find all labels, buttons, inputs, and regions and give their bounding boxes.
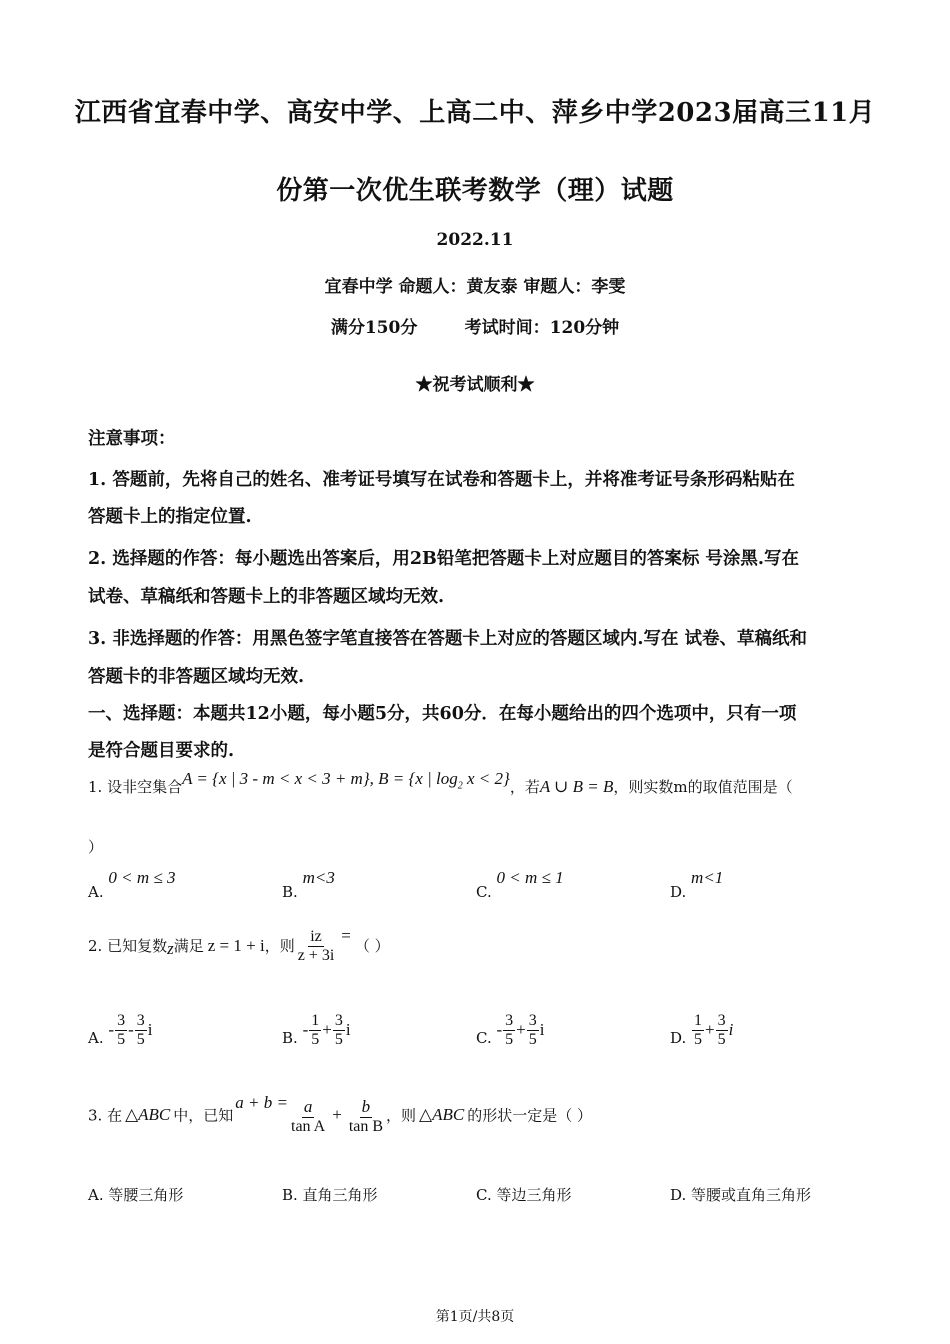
q2-prefix: 2. 已知复数 <box>88 936 168 955</box>
q3-triangle-2: △ABC <box>419 1105 465 1125</box>
page-number: 第1页/共8页 <box>435 1309 515 1325</box>
q1-prefix: 1. 设非空集合 <box>88 778 183 796</box>
q2-fraction <box>296 928 337 966</box>
q2-option-d-den2: 5 <box>717 1031 726 1049</box>
q1-option-c-expr: 0 < m ≤ 1 <box>496 868 564 887</box>
q2-option-d-unit: i <box>728 1019 734 1039</box>
q3-frac1-den: tan A <box>291 1117 326 1135</box>
q2-option-b-frac2 <box>333 1012 345 1050</box>
q2-option-d <box>670 1012 733 1050</box>
q2-paren: （ ） <box>354 936 390 955</box>
q2-option-a-num2: 3 <box>135 1012 147 1031</box>
q1-option-d <box>670 868 724 901</box>
q1-set-b-tail: x < 2} <box>462 769 510 788</box>
q3-option-c: C. 等边三角形 <box>476 1186 572 1204</box>
q2-option-c-sign2: + <box>516 1019 526 1039</box>
q3-suffix: 的形状一定是（ ） <box>467 1106 593 1125</box>
q1-option-a-label: A. <box>88 883 104 901</box>
notice-item1-line2: 答题卡上的指定位置. <box>88 507 252 527</box>
q2-option-c-unit: i <box>539 1019 545 1039</box>
q1-log-base: 2 <box>457 780 463 792</box>
q1-option-a-expr: 0 < m ≤ 3 <box>108 868 176 887</box>
section1-line2: 是符合题目要求的. <box>88 741 235 761</box>
q1-set-a <box>182 769 510 792</box>
q2-option-b-sign2: + <box>322 1019 332 1039</box>
notice-item2-line1: 2. 选择题的作答：每小题选出答案后，用2B铅笔把答题卡上对应题目的答案标 号涂黑.写在 <box>88 549 800 569</box>
q2-option-d-den1: 5 <box>694 1031 703 1049</box>
q1-set-a-text: A = {x | 3 - m < x < 3 + m}, B = {x | log <box>182 769 458 788</box>
q2-option-a-den1: 5 <box>117 1031 126 1049</box>
q1-option-b-label: B. <box>282 883 298 901</box>
q2-fraction-numerator: iz <box>308 928 324 947</box>
q2-option-c-num1: 3 <box>503 1012 515 1031</box>
section1-line1: 一、选择题：本题共12小题，每小题5分，共60分．在每小题给出的四个选项中，只有一项 <box>88 704 797 724</box>
q2-option-b-unit: i <box>345 1019 351 1039</box>
q2-option-a-sign1: - <box>108 1019 115 1039</box>
q2-option-c-frac1 <box>503 1012 515 1050</box>
q1-close: ） <box>88 838 104 856</box>
notice-item2-line2: 试卷、草稿纸和答题卡上的非答题区域均无效. <box>88 587 445 607</box>
q1-mid: ，若 <box>509 778 540 796</box>
q1-option-d-label: D. <box>670 883 687 901</box>
q2-option-d-label: D. <box>670 1028 687 1047</box>
q2-option-b-den1: 5 <box>311 1031 320 1049</box>
exam-title-line1: 江西省宜春中学、高安中学、上高二中、萍乡中学2023届高三11月 <box>74 98 876 128</box>
q2-equals: = <box>341 925 351 945</box>
q2-option-a-frac1 <box>115 1012 127 1050</box>
notice-item3-line2: 答题卡的非答题区域均无效. <box>88 667 305 687</box>
q3-frac2 <box>347 1097 385 1136</box>
q1-option-c <box>476 868 564 901</box>
q3-prefix: 3. 在 <box>88 1106 123 1125</box>
q3-triangle: △ABC <box>125 1105 171 1125</box>
q2-option-c-label: C. <box>476 1028 492 1047</box>
q3-lhs: a + b = <box>235 1093 288 1113</box>
q2-fraction-denominator: z + 3i <box>297 947 335 965</box>
q2-option-d-frac1 <box>692 1012 704 1050</box>
q1-option-a <box>88 868 176 901</box>
q2-option-b-label: B. <box>282 1028 298 1047</box>
q3-frac2-num: b <box>361 1097 371 1116</box>
q3-option-a: A. 等腰三角形 <box>88 1186 184 1204</box>
q2-option-b-sign1: - <box>302 1019 309 1039</box>
q2-then: ，则 <box>264 936 295 955</box>
exam-authors: 宜春中学 命题人：黄友泰 审题人：李雯 <box>324 277 626 297</box>
q3-then: ，则 <box>386 1106 417 1125</box>
q1-option-b <box>282 868 335 901</box>
q2-option-c-num2: 3 <box>527 1012 539 1031</box>
q2-option-c-frac2 <box>527 1012 539 1050</box>
q3-mid: 中，已知 <box>173 1106 234 1125</box>
q2-option-c-den1: 5 <box>505 1031 514 1049</box>
q2-option-a-num1: 3 <box>115 1012 127 1031</box>
q2-z: z <box>167 938 174 958</box>
q2-option-b-num2: 3 <box>333 1012 345 1031</box>
q2-option-d-sign2: + <box>705 1019 715 1039</box>
q3-option-b: B. 直角三角形 <box>282 1186 378 1204</box>
q2-option-a <box>88 1012 152 1050</box>
question-2 <box>88 925 878 966</box>
q2-option-d-frac2 <box>716 1012 728 1050</box>
q2-option-c-den2: 5 <box>528 1031 537 1049</box>
notice-item3-line1: 3. 非选择题的作答：用黑色签字笔直接答在答题卡上对应的答题区域内.写在 试卷、草稿纸和 <box>88 629 808 649</box>
q3-option-d: D. 等腰或直角三角形 <box>670 1186 812 1204</box>
q2-option-b-frac1 <box>309 1012 321 1050</box>
exam-title-line2: 份第一次优生联考数学（理）试题 <box>276 176 674 206</box>
q3-plus: + <box>332 1105 342 1125</box>
q2-option-a-sign2: - <box>128 1019 134 1039</box>
q2-option-b <box>282 1012 351 1050</box>
notice-heading: 注意事项： <box>88 429 176 449</box>
q1-condition: A ∪ B = B <box>539 777 614 796</box>
q2-option-c-sign1: - <box>496 1019 503 1039</box>
q1-suffix: ，则实数m的取值范围是（ <box>613 778 793 796</box>
q3-frac1-num: a <box>303 1097 313 1116</box>
exam-score-time: 满分150分 考试时间：120分钟 <box>330 318 620 338</box>
q2-option-d-num2: 3 <box>716 1012 728 1031</box>
q2-option-b-num1: 1 <box>309 1012 321 1031</box>
q2-option-d-num1: 1 <box>692 1012 704 1031</box>
notice-item1-line1: 1. 答题前，先将自己的姓名、准考证号填写在试卷和答题卡上，并将准考证号条形码粘贴在 <box>88 470 795 490</box>
q2-condition: z = 1 + i <box>207 935 265 955</box>
q2-option-a-label: A. <box>88 1028 104 1047</box>
q2-mid: 满足 <box>173 936 204 955</box>
q1-option-d-expr: m<1 <box>691 868 724 887</box>
exam-date: 2022.11 <box>436 230 514 250</box>
q2-option-c <box>476 1012 545 1050</box>
q3-frac2-den: tan B <box>348 1117 384 1135</box>
question-1 <box>88 769 878 799</box>
q2-option-a-den2: 5 <box>136 1031 145 1049</box>
q2-option-a-frac2 <box>135 1012 147 1050</box>
q2-option-b-den2: 5 <box>334 1031 343 1049</box>
q1-option-b-expr: m<3 <box>302 868 335 887</box>
question-3 <box>88 1093 878 1136</box>
q1-option-c-label: C. <box>476 883 492 901</box>
q3-frac1 <box>289 1097 327 1136</box>
exam-wish: ★祝考试顺利★ <box>415 375 535 395</box>
q2-option-a-unit: i <box>147 1019 153 1039</box>
